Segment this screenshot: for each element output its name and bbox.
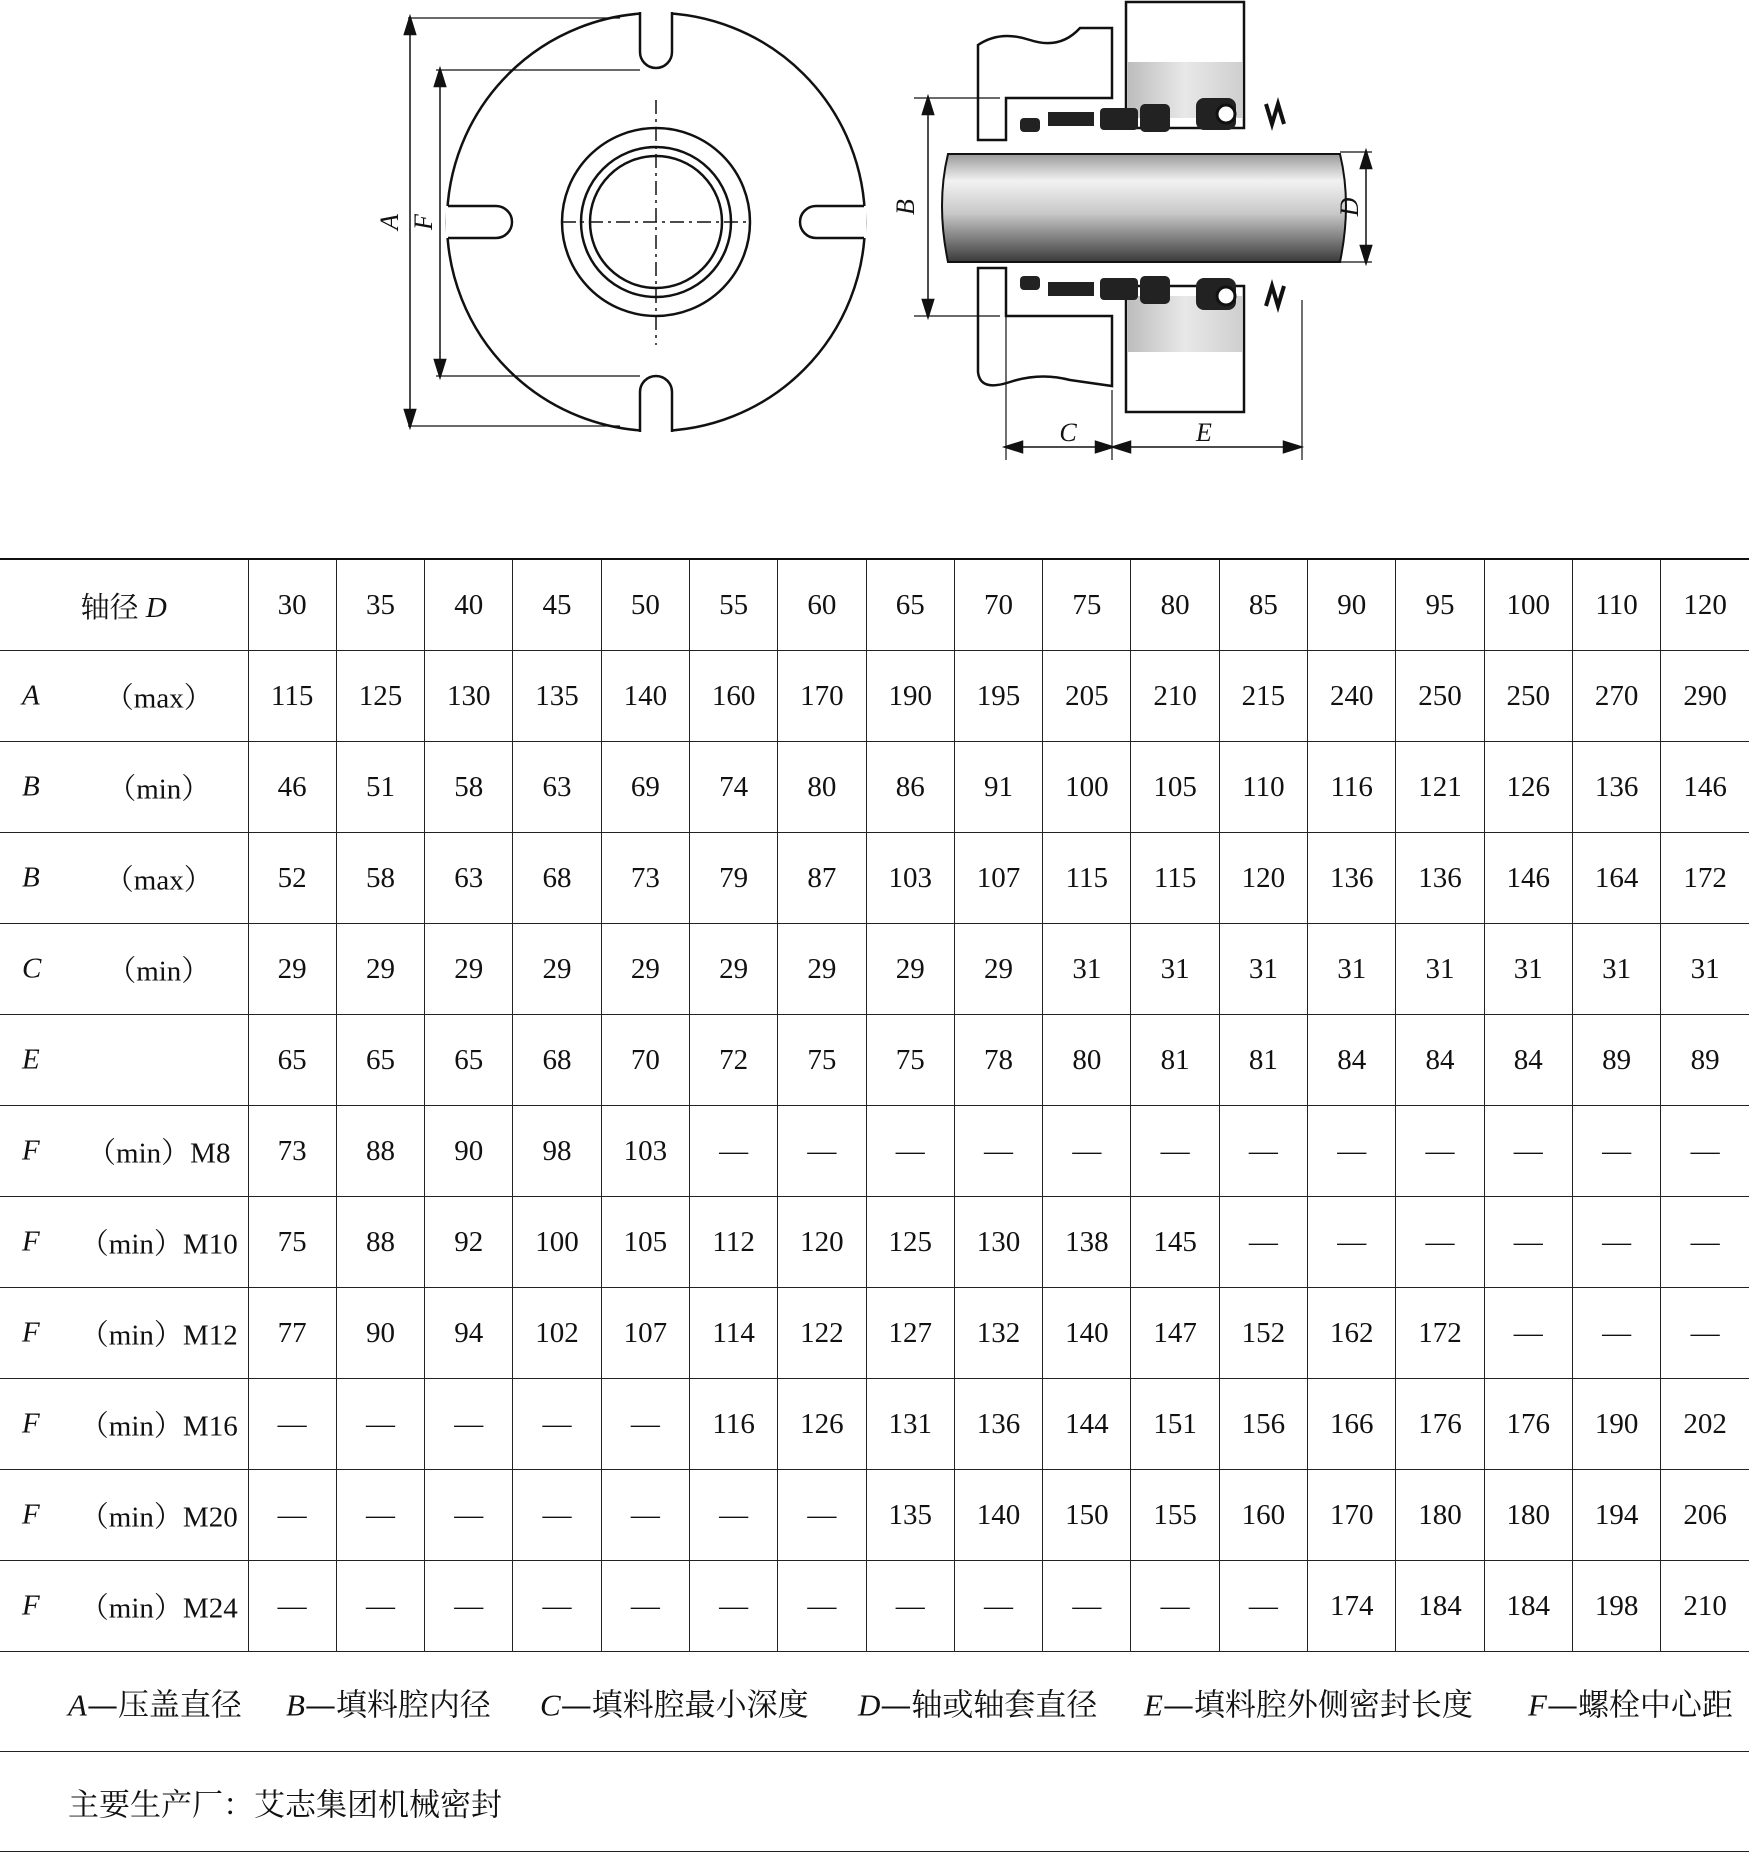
table-cell: — (1043, 1561, 1131, 1652)
table-cell: 151 (1131, 1379, 1219, 1470)
table-cell: 115 (1043, 833, 1131, 924)
table-cell: 120 (1219, 833, 1307, 924)
table-cell: 155 (1131, 1470, 1219, 1561)
table-cell: — (1043, 1106, 1131, 1197)
legend-symbol: E (1144, 1687, 1163, 1722)
table-cell: 89 (1572, 1015, 1660, 1106)
table-cell: 75 (248, 1197, 336, 1288)
row-symbol: A (22, 679, 40, 712)
header-diameter-cell: 45 (513, 559, 601, 651)
table-cell: 120 (778, 1197, 866, 1288)
header-var: D (145, 591, 167, 624)
table-cell: 58 (425, 742, 513, 833)
header-diameter-cell: 40 (425, 559, 513, 651)
table-header-row (0, 559, 1749, 651)
legend-item (1528, 1679, 1733, 1724)
table-cell: 170 (778, 651, 866, 742)
table-cell: — (601, 1379, 689, 1470)
table-cell: 190 (1572, 1379, 1660, 1470)
table-cell: 78 (954, 1015, 1042, 1106)
table-cell: 79 (689, 833, 777, 924)
row-symbol: C (22, 952, 42, 985)
table-cell: 63 (513, 742, 601, 833)
table-cell: 135 (513, 651, 601, 742)
table-cell: — (778, 1470, 866, 1561)
header-diameter-cell: 65 (866, 559, 954, 651)
table-cell: 29 (425, 924, 513, 1015)
label-A: A (375, 214, 404, 230)
table-cell: 174 (1308, 1561, 1396, 1652)
table-cell: 90 (336, 1288, 424, 1379)
table-cell: 75 (778, 1015, 866, 1106)
table-cell: 102 (513, 1288, 601, 1379)
table-cell: 172 (1661, 833, 1749, 924)
table-cell: — (248, 1379, 336, 1470)
table-row (0, 924, 1749, 1015)
table-cell: — (1484, 1197, 1572, 1288)
table-cell: 81 (1219, 1015, 1307, 1106)
table-cell: 136 (1396, 833, 1484, 924)
table-cell: — (513, 1470, 601, 1561)
table-cell: 94 (425, 1288, 513, 1379)
legend-symbol: C (540, 1687, 561, 1722)
table-cell: 65 (336, 1015, 424, 1106)
table-cell: — (1484, 1106, 1572, 1197)
row-condition: （min）M16 (79, 1410, 238, 1443)
table-cell: 86 (866, 742, 954, 833)
table-cell: 29 (778, 924, 866, 1015)
table-row (0, 1561, 1749, 1652)
legend-text: —螺栓中心距 (1546, 1687, 1733, 1723)
legend-item (1144, 1679, 1473, 1724)
drawing-svg (0, 0, 1749, 470)
legend-text: —压盖直径 (86, 1687, 242, 1723)
table-cell: 198 (1572, 1561, 1660, 1652)
table-cell: 29 (866, 924, 954, 1015)
table-cell: 80 (778, 742, 866, 833)
row-condition: （max） (104, 682, 213, 715)
table-cell: 250 (1484, 651, 1572, 742)
row-label (0, 742, 248, 833)
row-condition: （min）M24 (79, 1592, 238, 1625)
table-cell: — (954, 1561, 1042, 1652)
table-cell: 144 (1043, 1379, 1131, 1470)
table-cell: 126 (1484, 742, 1572, 833)
table-cell: 29 (954, 924, 1042, 1015)
row-condition: （min） (107, 773, 211, 806)
table-cell: — (1308, 1197, 1396, 1288)
table-cell: 140 (1043, 1288, 1131, 1379)
table-cell: — (1396, 1197, 1484, 1288)
table-cell: — (778, 1561, 866, 1652)
row-symbol: E (22, 1043, 40, 1076)
table-cell: 194 (1572, 1470, 1660, 1561)
table-cell: 166 (1308, 1379, 1396, 1470)
header-label: 轴径 (80, 591, 139, 624)
table-row (0, 651, 1749, 742)
table-cell: 77 (248, 1288, 336, 1379)
table-cell: 116 (1308, 742, 1396, 833)
table-cell: — (336, 1379, 424, 1470)
table-cell: 206 (1661, 1470, 1749, 1561)
table-cell: 170 (1308, 1470, 1396, 1561)
row-symbol: F (22, 1134, 40, 1167)
header-diameter-cell: 110 (1572, 559, 1660, 651)
table-cell: 146 (1484, 833, 1572, 924)
header-shaft-diameter (0, 559, 248, 651)
legend-symbol: D (858, 1687, 881, 1722)
row-label (0, 833, 248, 924)
table-cell: 69 (601, 742, 689, 833)
table-cell: 63 (425, 833, 513, 924)
table-cell: 112 (689, 1197, 777, 1288)
table-cell: — (425, 1561, 513, 1652)
legend-item (286, 1679, 491, 1724)
row-label (0, 1470, 248, 1561)
header-diameter-cell: 85 (1219, 559, 1307, 651)
table-row (0, 1106, 1749, 1197)
table-cell: 115 (248, 651, 336, 742)
manufacturer-text: 主要生产厂：艾志集团机械密封 (68, 1787, 502, 1823)
table-row (0, 742, 1749, 833)
table-cell: 250 (1396, 651, 1484, 742)
table-cell: 195 (954, 651, 1042, 742)
row-label (0, 651, 248, 742)
table-cell: — (1219, 1561, 1307, 1652)
table-cell: 92 (425, 1197, 513, 1288)
table-cell: 116 (689, 1379, 777, 1470)
table-cell: 130 (954, 1197, 1042, 1288)
table-cell: 74 (689, 742, 777, 833)
table-cell: 29 (601, 924, 689, 1015)
row-label (0, 1379, 248, 1470)
legend-item (858, 1679, 1097, 1724)
table-cell: — (1219, 1197, 1307, 1288)
table-cell: 135 (866, 1470, 954, 1561)
legend-symbol: B (286, 1687, 305, 1722)
header-diameter-cell: 100 (1484, 559, 1572, 651)
table-cell: — (689, 1106, 777, 1197)
table-cell: 31 (1661, 924, 1749, 1015)
table-cell: 136 (954, 1379, 1042, 1470)
table-cell: 127 (866, 1288, 954, 1379)
table-cell: — (866, 1106, 954, 1197)
table-cell: 184 (1396, 1561, 1484, 1652)
label-F: F (409, 214, 438, 230)
table-cell: 31 (1308, 924, 1396, 1015)
table-cell: 121 (1396, 742, 1484, 833)
legend-item (68, 1679, 242, 1724)
row-symbol: F (22, 1498, 40, 1531)
table-cell: 125 (336, 651, 424, 742)
table-cell: 160 (1219, 1470, 1307, 1561)
table-row (0, 1197, 1749, 1288)
table-cell: 132 (954, 1288, 1042, 1379)
table-row (0, 1015, 1749, 1106)
table-cell: — (336, 1561, 424, 1652)
table-cell: 103 (866, 833, 954, 924)
table-cell: — (425, 1470, 513, 1561)
table-cell: 73 (601, 833, 689, 924)
table-cell: — (1572, 1197, 1660, 1288)
row-label (0, 1288, 248, 1379)
table-cell: 176 (1484, 1379, 1572, 1470)
header-diameter-cell: 95 (1396, 559, 1484, 651)
row-condition: （min） (107, 955, 211, 988)
table-cell: 140 (601, 651, 689, 742)
table-cell: — (248, 1561, 336, 1652)
table-cell: — (513, 1379, 601, 1470)
table-cell: 164 (1572, 833, 1660, 924)
row-symbol: F (22, 1407, 40, 1440)
table-cell: — (601, 1561, 689, 1652)
header-diameter-cell: 50 (601, 559, 689, 651)
table-cell: 72 (689, 1015, 777, 1106)
row-symbol: F (22, 1589, 40, 1622)
table-cell: 172 (1396, 1288, 1484, 1379)
legend-row (0, 1652, 1749, 1752)
row-symbol: F (22, 1225, 40, 1258)
table-cell: 180 (1396, 1470, 1484, 1561)
legend-text: —填料腔内径 (304, 1687, 491, 1723)
table-row (0, 1470, 1749, 1561)
table-cell: — (1661, 1288, 1749, 1379)
table-cell: — (1308, 1106, 1396, 1197)
table-cell: 122 (778, 1288, 866, 1379)
table-cell: 65 (425, 1015, 513, 1106)
table-cell: 126 (778, 1379, 866, 1470)
table-cell: 202 (1661, 1379, 1749, 1470)
table-cell: 84 (1484, 1015, 1572, 1106)
table-cell: 270 (1572, 651, 1660, 742)
table-cell: 31 (1219, 924, 1307, 1015)
table-cell: 152 (1219, 1288, 1307, 1379)
table-cell: 31 (1043, 924, 1131, 1015)
table-cell: — (513, 1561, 601, 1652)
table-cell: — (425, 1379, 513, 1470)
legend-text: —填料腔最小深度 (560, 1687, 809, 1723)
table-cell: — (1219, 1106, 1307, 1197)
table-cell: 140 (954, 1470, 1042, 1561)
header-diameter-cell: 70 (954, 559, 1042, 651)
row-label (0, 1106, 248, 1197)
table-cell: 88 (336, 1106, 424, 1197)
table-cell: — (689, 1561, 777, 1652)
table-cell: 65 (248, 1015, 336, 1106)
row-condition: （min）M10 (79, 1228, 238, 1261)
table-cell: 107 (954, 833, 1042, 924)
table-cell: 130 (425, 651, 513, 742)
table-cell: 29 (336, 924, 424, 1015)
table-row (0, 833, 1749, 924)
table-cell: 107 (601, 1288, 689, 1379)
table-cell: 84 (1396, 1015, 1484, 1106)
table-cell: — (689, 1470, 777, 1561)
row-symbol: B (22, 770, 40, 803)
table-cell: 52 (248, 833, 336, 924)
table-cell: — (1572, 1106, 1660, 1197)
table-cell: — (1396, 1106, 1484, 1197)
table-cell: 105 (1131, 742, 1219, 833)
table-cell: 87 (778, 833, 866, 924)
table-cell: 31 (1396, 924, 1484, 1015)
table-cell: 68 (513, 1015, 601, 1106)
table-cell: — (778, 1106, 866, 1197)
table-cell: — (1484, 1288, 1572, 1379)
header-diameter-cell: 35 (336, 559, 424, 651)
label-E: E (1196, 418, 1212, 447)
header-diameter-cell: 60 (778, 559, 866, 651)
row-symbol: B (22, 861, 40, 894)
row-symbol: F (22, 1316, 40, 1349)
label-C: C (1059, 418, 1077, 447)
label-B: B (891, 199, 920, 215)
table-cell: 100 (1043, 742, 1131, 833)
header-diameter-cell: 75 (1043, 559, 1131, 651)
table-cell: 91 (954, 742, 1042, 833)
seal-drawing (0, 0, 1749, 470)
table-cell: 51 (336, 742, 424, 833)
table-cell: 31 (1484, 924, 1572, 1015)
table-cell: 29 (248, 924, 336, 1015)
table-cell: 29 (689, 924, 777, 1015)
row-label (0, 924, 248, 1015)
table-cell: 88 (336, 1197, 424, 1288)
table-row (0, 1288, 1749, 1379)
gland-front-view (405, 10, 866, 434)
row-condition: （max） (104, 864, 213, 897)
row-label (0, 1197, 248, 1288)
legend-item (540, 1679, 809, 1724)
table-cell: 138 (1043, 1197, 1131, 1288)
table-cell: 180 (1484, 1470, 1572, 1561)
table-cell: — (1131, 1106, 1219, 1197)
table-cell: 131 (866, 1379, 954, 1470)
legend-text: —轴或轴套直径 (880, 1687, 1098, 1723)
table-cell: 162 (1308, 1288, 1396, 1379)
row-condition: （min）M8 (87, 1137, 231, 1170)
table-cell: 73 (248, 1106, 336, 1197)
table-cell: 156 (1219, 1379, 1307, 1470)
table-cell: 176 (1396, 1379, 1484, 1470)
table-cell: 147 (1131, 1288, 1219, 1379)
header-diameter-cell: 55 (689, 559, 777, 651)
legend-symbol: A (68, 1687, 87, 1722)
table-cell: 210 (1131, 651, 1219, 742)
table-cell: — (866, 1561, 954, 1652)
table-cell: 210 (1661, 1561, 1749, 1652)
table-cell: 68 (513, 833, 601, 924)
table-cell: 110 (1219, 742, 1307, 833)
row-condition: （min）M12 (79, 1319, 238, 1352)
legend-symbol: F (1528, 1687, 1547, 1722)
row-condition: （min）M20 (79, 1501, 238, 1534)
row-label (0, 1561, 248, 1652)
table-cell: 89 (1661, 1015, 1749, 1106)
table-cell: 84 (1308, 1015, 1396, 1106)
table-cell: 215 (1219, 651, 1307, 742)
table-cell: 114 (689, 1288, 777, 1379)
table-cell: 115 (1131, 833, 1219, 924)
table-cell: — (954, 1106, 1042, 1197)
table-cell: 29 (513, 924, 601, 1015)
table-cell: 31 (1572, 924, 1660, 1015)
table-cell: — (336, 1470, 424, 1561)
table-cell: 58 (336, 833, 424, 924)
table-cell: — (601, 1470, 689, 1561)
table-cell: 98 (513, 1106, 601, 1197)
label-D: D (1335, 197, 1364, 217)
header-diameter-cell: 30 (248, 559, 336, 651)
table-cell: 160 (689, 651, 777, 742)
table-cell: 125 (866, 1197, 954, 1288)
table-cell: — (1572, 1288, 1660, 1379)
table-cell: 90 (425, 1106, 513, 1197)
table-cell: 136 (1572, 742, 1660, 833)
table-cell: 184 (1484, 1561, 1572, 1652)
manufacturer-row (0, 1752, 1749, 1852)
table-cell: 150 (1043, 1470, 1131, 1561)
table-cell: 75 (866, 1015, 954, 1106)
table-cell: 103 (601, 1106, 689, 1197)
legend-text: —填料腔外侧密封长度 (1162, 1687, 1473, 1723)
table-cell: 70 (601, 1015, 689, 1106)
table-cell: 190 (866, 651, 954, 742)
table-cell: 31 (1131, 924, 1219, 1015)
table-cell: 80 (1043, 1015, 1131, 1106)
table-cell: 81 (1131, 1015, 1219, 1106)
table-cell: 100 (513, 1197, 601, 1288)
table-row (0, 1379, 1749, 1470)
table-cell: 145 (1131, 1197, 1219, 1288)
table-cell: 205 (1043, 651, 1131, 742)
table-cell: 46 (248, 742, 336, 833)
table-cell: — (1131, 1561, 1219, 1652)
table-cell: — (1661, 1106, 1749, 1197)
table-cell: 290 (1661, 651, 1749, 742)
dimension-table (0, 558, 1749, 1652)
seal-section-view (914, 2, 1372, 460)
table-cell: — (248, 1470, 336, 1561)
header-diameter-cell: 80 (1131, 559, 1219, 651)
table-cell: 146 (1661, 742, 1749, 833)
table-cell: 105 (601, 1197, 689, 1288)
table-cell: 136 (1308, 833, 1396, 924)
row-label (0, 1015, 248, 1106)
table-cell: 240 (1308, 651, 1396, 742)
table-cell: — (1661, 1197, 1749, 1288)
header-diameter-cell: 90 (1308, 559, 1396, 651)
header-diameter-cell: 120 (1661, 559, 1749, 651)
